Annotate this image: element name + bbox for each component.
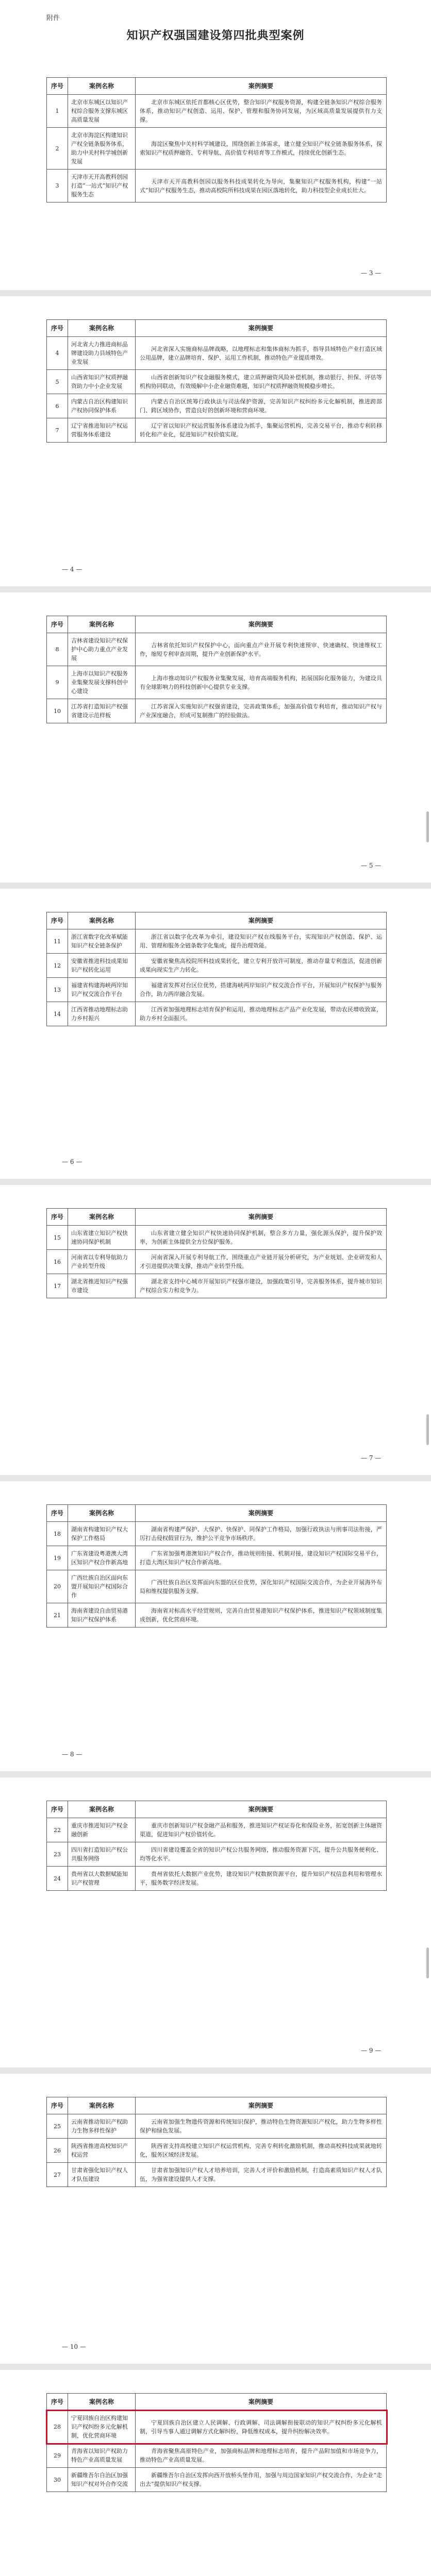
header-no: 序号 (47, 1209, 68, 1226)
scrollbar-thumb[interactable] (426, 1947, 429, 1978)
case-name: 山东省建立知识产权快速协同保护机制 (68, 1226, 136, 1250)
table-row (47, 1570, 387, 1603)
case-table (46, 77, 387, 202)
header-name: 案例名称 (68, 2097, 136, 2114)
case-number: 28 (47, 2411, 68, 2444)
case-name: 山西省知识产权质押融资助力中小企业发展 (68, 370, 136, 394)
case-number: 2 (47, 128, 68, 170)
table-row (47, 1274, 387, 1298)
case-summary: 广西壮族自治区发挥面向东盟的区位优势，深化知识产权国际交流合作，为企业开展海外布局和维权提供服务支撑。 (136, 1570, 387, 1603)
table-row (47, 1818, 387, 1842)
case-name: 福建省构建海峡两岸知识产权交流合作平台 (68, 978, 136, 1002)
case-name: 辽宁省推进知识产权运营服务体系建设 (68, 418, 136, 443)
case-summary: 江苏省深入实施知识产权强省建设，完善政策体系，加强高价值专利培育，推动知识产权与产业深度融合，形成可复制推广的经验做法。 (136, 699, 387, 723)
header-no: 序号 (47, 78, 68, 95)
table-row (47, 666, 387, 699)
header-no: 序号 (47, 912, 68, 929)
case-summary: 青海省聚焦高原特色产业，加强商标品牌和地理标志培育，提升产品附加值和市场竞争力，推动特色产业高质量发展。 (136, 2444, 387, 2468)
case-name: 河南省以专利导航助力产业转型升级 (68, 1250, 136, 1274)
case-summary: 江西省加强地理标志培育保护和运用，推动地理标志产品产业化发展，带动农民增收致富，助力乡村全面振兴。 (136, 1002, 387, 1026)
case-name: 海南省建设自由贸易港知识产权保护体系 (68, 1603, 136, 1628)
case-name: 宁夏回族自治区构建知识产权纠纷多元化解机制，优化营商环境 (68, 2411, 136, 2444)
case-number: 13 (47, 978, 68, 1002)
case-number: 23 (47, 1842, 68, 1867)
case-number: 11 (47, 929, 68, 954)
page-number: — 4 — (62, 566, 82, 573)
document-page (0, 1777, 431, 2067)
case-number: 5 (47, 370, 68, 394)
case-name: 湖北省推进知识产权强市建设 (68, 1274, 136, 1298)
header-no: 序号 (47, 1505, 68, 1522)
case-summary: 新疆维吾尔自治区发挥向西开放桥头堡作用，加强与周边国家知识产权交流合作，为企业“走出去”提供知识产权支撑。 (136, 2468, 387, 2492)
case-summary: 河北省深入实施商标品牌战略，以地理标志和集体商标为抓手，指导县域特色产业打造区域公用品牌，建立品牌培育、保护、运用工作机制，推动特色产业提质增效。 (136, 337, 387, 370)
case-summary: 广东省加强粤港澳知识产权合作，推动规则衔接、机制对接，建设知识产权国际交易平台，打造大湾区知识产权合作新高地。 (136, 1546, 387, 1570)
scrollbar-thumb[interactable] (426, 811, 429, 842)
case-summary: 天津市天开高教科创园以服务科技成果转化为导向，集聚知识产权服务机构，构建“一站式”知识产权服务生态，推动高校院所科技成果在园区落地转化，助力科技型企业成长壮大。 (136, 170, 387, 202)
header-no: 序号 (47, 320, 68, 337)
document-page (0, 296, 431, 586)
case-table (46, 1504, 387, 1628)
attachment-label: 附件 (46, 14, 60, 22)
case-number: 18 (47, 1522, 68, 1546)
case-number: 15 (47, 1226, 68, 1250)
case-name: 云南省推动知识产权助力生物多样性保护 (68, 2114, 136, 2139)
header-summary: 案例摘要 (136, 1209, 387, 1226)
table-row (47, 954, 387, 978)
case-number: 26 (47, 2139, 68, 2163)
case-name: 安徽省推进科技成果知识产权转化运用 (68, 954, 136, 978)
page-number: — 5 — (361, 862, 382, 869)
header-name: 案例名称 (68, 616, 136, 633)
case-name: 新疆维吾尔自治区加强知识产权对外合作交流 (68, 2468, 136, 2492)
case-number: 21 (47, 1603, 68, 1628)
case-number: 9 (47, 666, 68, 699)
table-row (47, 633, 387, 666)
case-table (46, 319, 387, 443)
table-row (47, 2444, 387, 2468)
case-number: 19 (47, 1546, 68, 1570)
table-row (47, 1603, 387, 1628)
case-summary: 海淀区聚焦中关村科学城建设，围绕创新主体需求，建立健全知识产权全链条服务体系，探索知识产权质押融资、专利导航、高价值专利培育等工作模式，持续优化创新生态。 (136, 128, 387, 170)
case-summary: 福建省发挥对台区位优势，搭建海峡两岸知识产权交流合作平台，开展知识产权保护与服务合作，助力两岸融合发展。 (136, 978, 387, 1002)
case-number: 1 (47, 95, 68, 128)
table-row (47, 978, 387, 1002)
case-name: 北京市东城区以知识产权综合服务支撑东城区高质量发展 (68, 95, 136, 128)
page-divider (0, 1475, 431, 1481)
header-summary: 案例摘要 (136, 616, 387, 633)
table-row (47, 929, 387, 954)
case-summary: 北京市东城区依托首都核心区优势，整合知识产权服务资源，构建全链条知识产权综合服务体系，推动知识产权创造、运用、保护、管理和服务协同发展，为区域高质量发展提供有力支撑。 (136, 95, 387, 128)
case-number: 17 (47, 1274, 68, 1298)
case-summary: 安徽省聚焦高校院所科技成果转化，建立专利开放许可制度，推动存量专利盘活，促进创新成果向现实生产力转化。 (136, 954, 387, 978)
table-row (47, 2114, 387, 2139)
page-number: — 6 — (62, 1158, 82, 1165)
document-page (0, 0, 431, 290)
case-number: 24 (47, 1867, 68, 1891)
case-number: 25 (47, 2114, 68, 2139)
header-name: 案例名称 (68, 1505, 136, 1522)
highlighted-table-row (47, 2411, 387, 2444)
page-divider (0, 586, 431, 592)
page-divider (0, 883, 431, 889)
case-number: 16 (47, 1250, 68, 1274)
case-name: 天津市天开高教科创园打造“一站式”知识产权服务生态 (68, 170, 136, 202)
case-number: 12 (47, 954, 68, 978)
case-summary: 四川省建设覆盖全省的知识产权公共服务网络，推动服务资源下沉，提升公共服务便利化、均等化水平。 (136, 1842, 387, 1867)
case-name: 青海省以知识产权助力特色产业高质量发展 (68, 2444, 136, 2468)
case-name: 内蒙古自治区构建知识产权协同保护体系 (68, 394, 136, 418)
document-page (0, 889, 431, 1179)
table-row (47, 394, 387, 418)
case-number: 10 (47, 699, 68, 723)
table-row (47, 128, 387, 170)
table-row (47, 2163, 387, 2187)
case-table (46, 616, 387, 723)
case-summary: 山东省建立健全知识产权快速协同保护机制，整合多方力量，强化源头保护，提升保护效率，为创新主体提供全方位保护服务。 (136, 1226, 387, 1250)
table-row (47, 418, 387, 443)
table-row (47, 1842, 387, 1867)
case-name: 吉林省建设知识产权保护中心助力重点产业发展 (68, 633, 136, 666)
header-no: 序号 (47, 2097, 68, 2114)
page-divider (0, 1771, 431, 1777)
table-row (47, 699, 387, 723)
header-summary: 案例摘要 (136, 912, 387, 929)
header-name: 案例名称 (68, 1209, 136, 1226)
case-summary: 重庆市创新知识产权金融产品和服务，推进知识产权证券化和保险业务，拓宽创新主体融资渠道，促进知识产权价值转化。 (136, 1818, 387, 1842)
case-summary: 湖北省支持中心城市开展知识产权强市建设，加强政策引导，完善服务体系，提升城市知识产权综合实力和竞争力。 (136, 1274, 387, 1298)
case-name: 四川省打造知识产权公共服务网络 (68, 1842, 136, 1867)
header-no: 序号 (47, 616, 68, 633)
table-row (47, 1250, 387, 1274)
page-number: — 10 — (62, 2343, 86, 2350)
header-summary: 案例摘要 (136, 1801, 387, 1818)
case-table (46, 2393, 387, 2492)
case-summary: 海南省对标高水平经贸规则，完善自由贸易港知识产权保护体系，推进知识产权领域制度集成创新，优化营商环境。 (136, 1603, 387, 1628)
page-divider (0, 1179, 431, 1185)
table-row (47, 2139, 387, 2163)
header-no: 序号 (47, 1801, 68, 1818)
table-row (47, 1546, 387, 1570)
header-summary: 案例摘要 (136, 320, 387, 337)
case-summary: 云南省加强生物遗传资源和传统知识保护，推动特色生物资源知识产权化，助力生物多样性保护和绿色发展。 (136, 2114, 387, 2139)
case-summary: 浙江省以数字化改革为牵引，建设知识产权在线服务平台，实现知识产权创造、保护、运用、管理和服务全链条数字化集成，提升治理效能。 (136, 929, 387, 954)
case-name: 上海市以知识产权服务业集聚发展支撑科创中心建设 (68, 666, 136, 699)
header-name: 案例名称 (68, 1801, 136, 1818)
table-row (47, 2468, 387, 2492)
case-number: 20 (47, 1570, 68, 1603)
header-summary: 案例摘要 (136, 78, 387, 95)
header-summary: 案例摘要 (136, 2097, 387, 2114)
case-number: 27 (47, 2163, 68, 2187)
case-table (46, 912, 387, 1026)
document-page (0, 1481, 431, 1771)
header-name: 案例名称 (68, 78, 136, 95)
case-table (46, 2097, 387, 2187)
case-number: 29 (47, 2444, 68, 2468)
case-name: 陕西省推进高校知识产权运营 (68, 2139, 136, 2163)
case-number: 3 (47, 170, 68, 202)
document-page (0, 1185, 431, 1475)
case-name: 重庆市推进知识产权金融创新 (68, 1818, 136, 1842)
header-summary: 案例摘要 (136, 2394, 387, 2411)
case-name: 广西壮族自治区面向东盟开展知识产权国际合作 (68, 1570, 136, 1603)
case-name: 湖南省构建知识产权大保护工作格局 (68, 1522, 136, 1546)
case-summary: 河南省深入开展专利导航工作，围绕重点产业链开展分析研究，为产业规划、企业研发和人才引进提供决策支撑，推动产业转型升级。 (136, 1250, 387, 1274)
header-name: 案例名称 (68, 912, 136, 929)
case-table (46, 1208, 387, 1298)
page-number: — 7 — (361, 1454, 382, 1462)
case-number: 8 (47, 633, 68, 666)
table-row (47, 337, 387, 370)
case-summary: 宁夏回族自治区建立人民调解、行政调解、司法调解衔接联动的知识产权纠纷多元化解机制，引导当事人通过调解方式化解纠纷，降低维权成本，提升纠纷解决效率。 (136, 2411, 387, 2444)
table-row (47, 1867, 387, 1891)
case-name: 河北省大力推进商标品牌建设助力县域特色产业发展 (68, 337, 136, 370)
case-name: 贵州省以大数据赋能知识产权管理 (68, 1867, 136, 1891)
page-number: — 8 — (62, 1751, 82, 1758)
case-summary: 陕西省支持高校建立知识产权运营机构，完善专利转化激励机制，推动高校科技成果就地转化，服务区域经济发展。 (136, 2139, 387, 2163)
page-divider (0, 290, 431, 296)
case-number: 14 (47, 1002, 68, 1026)
case-number: 7 (47, 418, 68, 443)
case-number: 6 (47, 394, 68, 418)
document-title: 知识产权强国建设第四批典型案例 (126, 29, 305, 42)
page-divider (0, 2364, 431, 2370)
case-summary: 吉林省依托知识产权保护中心，面向重点产业开展专利快速预审、快速确权、快速维权工作，缩短专利审查周期，提升产业创新保护水平。 (136, 633, 387, 666)
header-name: 案例名称 (68, 2394, 136, 2411)
case-name: 江西省推动地理标志助力乡村振兴 (68, 1002, 136, 1026)
page-number: — 3 — (361, 269, 382, 277)
document-page (0, 592, 431, 883)
case-table (46, 1801, 387, 1891)
case-summary: 甘肃省加强知识产权人才培养培训，完善人才评价和激励机制，打造高素质知识产权人才队伍，为强省建设提供人才支撑。 (136, 2163, 387, 2187)
case-name: 北京市海淀区构建知识产权全链条服务体系，助力中关村科学城创新发展 (68, 128, 136, 170)
table-row (47, 1002, 387, 1026)
table-row (47, 1522, 387, 1546)
header-summary: 案例摘要 (136, 1505, 387, 1522)
document-page (0, 2074, 431, 2364)
case-number: 30 (47, 2468, 68, 2492)
header-no: 序号 (47, 2394, 68, 2411)
table-row (47, 370, 387, 394)
table-row (47, 170, 387, 202)
case-summary: 贵州省依托大数据产业优势，建设知识产权数据资源平台，提升知识产权信息利用和管理水平，服务数字经济发展。 (136, 1867, 387, 1891)
table-row (47, 95, 387, 128)
header-name: 案例名称 (68, 320, 136, 337)
scrollbar-thumb[interactable] (426, 1414, 429, 1445)
case-name: 广东省建设粤港澳大湾区知识产权合作新高地 (68, 1546, 136, 1570)
case-summary: 湖南省构建严保护、大保护、快保护、同保护工作格局，加强行政执法与刑事司法衔接，严厉打击侵权假冒行为，维护公平竞争市场秩序。 (136, 1522, 387, 1546)
case-number: 4 (47, 337, 68, 370)
page-number: — 9 — (361, 2047, 382, 2054)
table-row (47, 1226, 387, 1250)
page-divider (0, 2067, 431, 2074)
case-number: 22 (47, 1818, 68, 1842)
case-summary: 山西省创新知识产权金融服务模式，建立质押融资风险补偿机制，推动银行、担保、评估等机构协同联动，有效缓解中小企业融资难题，知识产权质押融资规模稳步增长。 (136, 370, 387, 394)
case-summary: 辽宁省以知识产权运营服务体系建设为抓手，集聚运营机构，完善交易平台，推动专利转移转化和产业化，促进知识产权价值实现。 (136, 418, 387, 443)
case-name: 江苏省打造知识产权强省建设示范样板 (68, 699, 136, 723)
case-name: 甘肃省强化知识产权人才队伍建设 (68, 2163, 136, 2187)
document-page (0, 2370, 431, 2576)
case-name: 浙江省数字化改革赋能知识产权全链条保护 (68, 929, 136, 954)
case-summary: 内蒙古自治区统筹行政执法与司法保护资源，完善知识产权纠纷多元化解机制，推进跨部门、跨区域协作，营造良好的创新环境和营商环境。 (136, 394, 387, 418)
case-summary: 上海市推动知识产权服务业集聚发展，培育高端服务机构，拓展国际化服务能力，为建设具有全球影响力的科技创新中心提供专业支撑。 (136, 666, 387, 699)
